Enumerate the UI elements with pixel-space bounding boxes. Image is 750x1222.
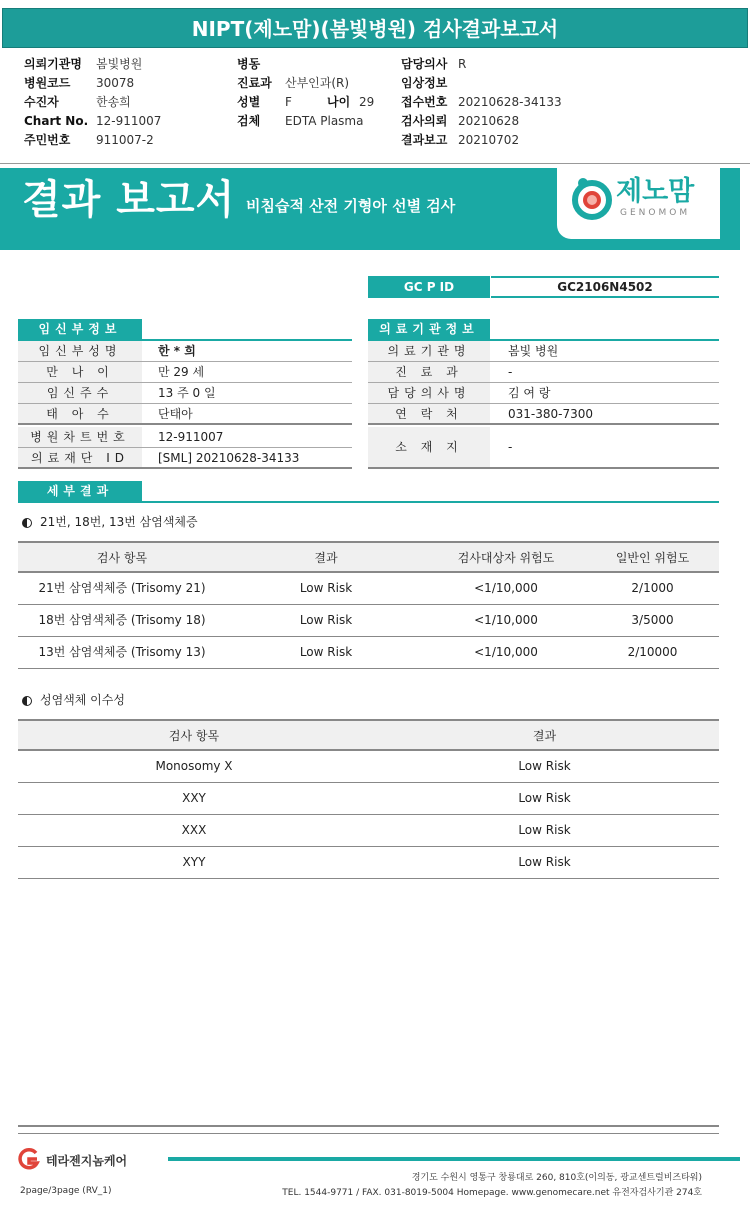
table-header: 검사 항목 결과 검사대상자 위험도 일반인 위험도 [18, 541, 719, 573]
info-row: 소 재 지 - [368, 427, 719, 469]
table-row: Monosomy X Low Risk [18, 751, 719, 783]
report-title: NIPT(제노맘)(봄빛병원) 검사결과보고서 [2, 8, 748, 48]
footer-rule [18, 1133, 719, 1134]
half-circle-icon [22, 518, 32, 528]
header-field: 접수번호 20210628-34133 [401, 95, 562, 109]
header-field: 결과보고 20210702 [401, 133, 520, 147]
header-divider [0, 163, 750, 164]
gcp-id-value: GC2106N4502 [491, 276, 719, 298]
header-col-3 [401, 55, 562, 150]
header-field: Chart No. 12-911007 [24, 114, 162, 128]
table-row: 13번 삼염색체증 (Trisomy 13) Low Risk <1/10,000 2/10000 [18, 637, 719, 669]
info-row: 임신부성명 한 * 희 [18, 341, 352, 362]
sex-chromosome-table [18, 719, 719, 879]
info-row: 태 아 수 단태아 [18, 404, 352, 425]
footer-rule [18, 1125, 719, 1127]
info-row: 연 락 처 031-380-7300 [368, 404, 719, 425]
table-row: XXX Low Risk [18, 815, 719, 847]
header-field: 성별 F 나이 29 [237, 95, 375, 109]
info-row: 의료기관명 봄빛 병원 [368, 341, 719, 362]
table-row: 18번 삼염색체증 (Trisomy 18) Low Risk <1/10,000 3/5000 [18, 605, 719, 637]
half-circle-icon [22, 696, 32, 706]
trisomy-heading: 21번, 18번, 13번 삼염색체증 [22, 514, 198, 530]
logo-english: GENOMOM [620, 208, 691, 218]
table-header: 검사 항목 결과 [18, 719, 719, 751]
info-row: 의료재단 ID [SML] 20210628-34133 [18, 448, 352, 469]
trisomy-table [18, 541, 719, 669]
genomom-logo-icon [571, 175, 613, 221]
header-field: 주민번호 911007-2 [24, 133, 154, 147]
tab-pregnant-info: 임신부정보 [18, 319, 142, 340]
tab-detail-results: 세부결과 [18, 481, 142, 502]
banner-subtitle: 비침습적 산전 기형아 선별 검사 [246, 197, 456, 215]
company-name: 테라젠지놈케어 [46, 1154, 128, 1168]
header-field: 임상정보 [401, 76, 448, 90]
table-row: XXY Low Risk [18, 783, 719, 815]
logo-text: 제노맘 [616, 176, 695, 207]
gcp-id-label: GC P ID [368, 276, 490, 298]
info-row: 임신주수 13 주 0 일 [18, 383, 352, 404]
header-field: 담당의사 R [401, 57, 467, 71]
header-field: 수진자 한송희 [24, 95, 131, 109]
info-row: 병원차트번호 12-911007 [18, 427, 352, 448]
header-field: 진료과 산부인과(R) [237, 76, 350, 90]
header-field: 검사의뢰 20210628 [401, 114, 520, 128]
header-col-1 [24, 55, 161, 150]
table-row: XYY Low Risk [18, 847, 719, 879]
table-row: 21번 삼염색체증 (Trisomy 21) Low Risk <1/10,000 2/1000 [18, 573, 719, 605]
header-col-2 [237, 55, 374, 131]
terragen-logo-icon [16, 1148, 40, 1170]
info-row: 만 나 이 만 29 세 [18, 362, 352, 383]
header-field: 검체 EDTA Plasma [237, 114, 364, 128]
info-row: 진 료 과 - [368, 362, 719, 383]
footer-accent-bar [168, 1157, 740, 1161]
sex-chromosome-heading: 성염색체 이수성 [22, 692, 125, 708]
tab-institution-info: 의료기관정보 [368, 319, 490, 340]
header-field: 병원코드 30078 [24, 76, 135, 90]
banner-title: 결과 보고서 [22, 177, 236, 223]
page-number: 2page/3page (RV_1) [20, 1186, 112, 1196]
header-field: 의뢰기관명 봄빛병원 [24, 57, 143, 71]
section-rule [18, 501, 719, 503]
header-field: 병동 [237, 57, 261, 71]
pregnant-info-table [18, 341, 352, 469]
company-contact: TEL. 1544-9771 / FAX. 031-8019-5004 Homepage. www.genomecare.net 유전자검사기관 274호 [282, 1188, 702, 1198]
company-address: 경기도 수원시 영통구 창룡대로 260, 810호(이의동, 광교센트럴비즈타워) [411, 1173, 702, 1183]
institution-info-table [368, 341, 719, 469]
info-row: 담당의사명 김 여 랑 [368, 383, 719, 404]
